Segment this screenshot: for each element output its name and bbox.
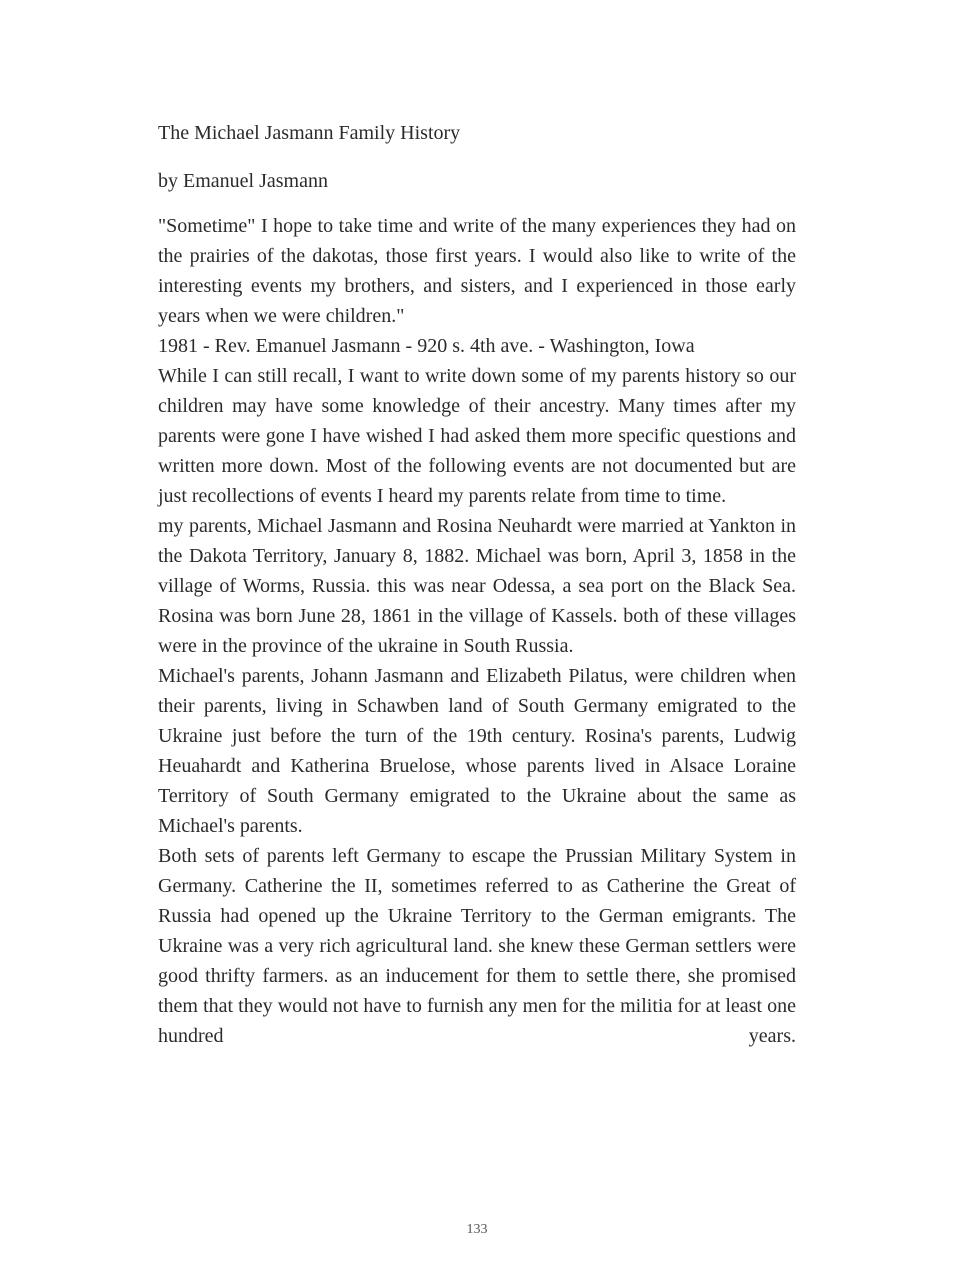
paragraph-parents-marriage: my parents, Michael Jasmann and Rosina Neuhardt were married at Yankton in the Dakota Territory, January 8, 1882. Michael was born, April 3, 1858 in the village of Worms, Russia. this was near Odessa, a sea port on the Black Sea. Rosina was born June 28, 1861 in the village of Kassels. both of these villages were in the province of the ukraine in South Russia. (158, 515, 796, 657)
paragraph-sometime-quote: "Sometime" I hope to take time and write of the many experiences they had on the prairies of the dakotas, those first years. I would also like to write of the interesting events my brothers, and sisters, and I experienced in those early years when we were children." (158, 215, 796, 327)
paragraph-emigration: Both sets of parents left Germany to escape the Prussian Military System in Germany. Catherine the II, sometimes referred to as Catherine the Great of Russia had opened up the Ukraine Territory to the German emigrants. The Ukraine was a very rich agricultural land. she knew these German settlers were good thrifty farmers. as an inducement for them to settle there, she promised them that they would not have to furnish any men for the militia for at least one hundred years. (158, 845, 796, 1047)
paragraph-grandparents: Michael's parents, Johann Jasmann and Elizabeth Pilatus, were children when their parents, living in Schawben land of South Germany emigrated to the Ukraine just before the turn of the 19th century. Rosina's parents, Ludwig Heuahardt and Katherina Bruelose, whose parents lived in Alsace Loraine Territory of South Germany emigrated to the Ukraine about the same as Michael's parents. (158, 665, 796, 837)
document-page (158, 118, 796, 1051)
document-byline: by Emanuel Jasmann (158, 170, 328, 192)
paragraph-introduction: While I can still recall, I want to write down some of my parents history so our children may have some knowledge of their ancestry. Many times after my parents were gone I have wished I had asked them more specific questions and written more down. Most of the following events are not documented but are just recollections of events I heard my parents relate from time to time. (158, 365, 796, 507)
page-number: 133 (466, 1222, 488, 1237)
paragraph-signature-address: 1981 - Rev. Emanuel Jasmann - 920 s. 4th ave. - Washington, Iowa (158, 335, 695, 357)
document-title: The Michael Jasmann Family History (158, 122, 461, 144)
